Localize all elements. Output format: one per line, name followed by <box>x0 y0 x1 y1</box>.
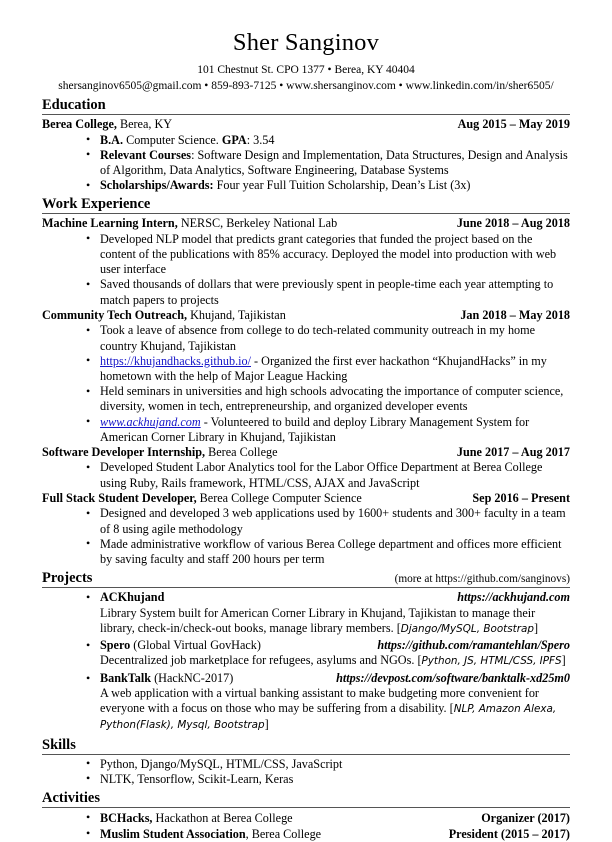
project-name-group <box>100 590 164 605</box>
job-date: Jan 2018 – May 2018 <box>460 307 570 322</box>
khujandhacks-link[interactable]: https://khujandhacks.github.io/ <box>100 353 251 368</box>
section-projects <box>42 570 570 733</box>
section-title: Skills <box>42 736 76 753</box>
section-work-experience <box>42 196 570 567</box>
bracket-open: [ <box>417 653 422 668</box>
project-subtitle: (Global Virtual GovHack) <box>130 637 261 652</box>
job-title: Software Developer Internship, <box>42 444 206 459</box>
job-header <box>42 445 570 461</box>
project-name: ACKhujand <box>100 590 165 605</box>
project-header <box>100 590 570 605</box>
activity-row <box>100 826 570 842</box>
awards-label: Scholarships/Awards: <box>100 178 214 193</box>
project-description-text: A web application with a virtual banking assistant to make budgeting more convenient for everyone with a focus on those who may be suffering from a disability. <box>100 686 539 716</box>
degree-text: Computer Science. <box>123 132 222 147</box>
activities-list <box>42 810 570 842</box>
project-header <box>100 638 570 653</box>
section-activities <box>42 790 570 842</box>
projects-note: (more at https://github.com/sanginovs) <box>394 573 570 586</box>
project-stack: Python, JS, HTML/CSS, IPFS <box>421 655 562 668</box>
job-title-group <box>42 308 286 324</box>
list-item <box>86 638 570 670</box>
job-title-group <box>42 216 337 232</box>
list-item: • Designed and developed 3 web applications used by 1600+ students and 300+ faculty in a team of 8 using agile methodology <box>86 506 570 536</box>
list-item <box>86 178 570 193</box>
candidate-name: Sher Sanginov <box>232 29 380 56</box>
degree-label: B.A. <box>100 132 124 147</box>
section-title: Work Experience <box>42 196 151 213</box>
job-employer: NERSC, Berkeley National Lab <box>177 216 338 231</box>
list-item <box>86 671 570 734</box>
list-item <box>86 590 570 637</box>
list-item: • Made administrative workflow of various Berea College department and offices more efficient by saving faculty and staff 200 hours per term <box>86 537 570 567</box>
list-item <box>86 133 570 148</box>
list-item: • Developed NLP model that predicts grant categories that funded the project based on the content of the publications with 85% accuracy. Deployed the model into production with web user interface <box>86 232 570 278</box>
section-education <box>42 97 570 193</box>
list-item: • Saved thousands of dollars that were previously spent in people-time each year attempting to match papers to projects <box>86 277 570 307</box>
project-stack: NLP, Amazon Alexa, Python(Flask), Mysql, Bootstrap <box>100 703 557 732</box>
job-header <box>42 491 570 507</box>
list-item <box>86 810 570 826</box>
project-url[interactable]: https://devpost.com/software/banktalk-xd25m0 <box>336 670 570 685</box>
job-employer: Berea College Computer Science <box>196 490 362 505</box>
gpa-label: GPA <box>221 132 247 147</box>
skills-list <box>42 757 570 787</box>
education-entry-name <box>42 117 172 133</box>
section-header-skills <box>42 737 570 755</box>
school-location: Berea, KY <box>116 117 173 131</box>
job-title-group <box>42 491 362 507</box>
project-name: Spero <box>100 637 131 652</box>
resume-header <box>42 28 570 94</box>
contact-line: shersanginov6505@gmail.com • 859-893-7125 • www.shersanginov.com • www.linkedin.com/in/sher6505/ <box>58 80 554 92</box>
job-bullets <box>42 232 570 308</box>
project-description <box>100 686 570 734</box>
section-header-education <box>42 97 570 115</box>
bracket-close: ] <box>264 717 269 732</box>
bracket-open: [ <box>396 620 401 635</box>
bracket-close: ] <box>533 620 539 635</box>
project-url[interactable]: https://github.com/ramantehlan/Spero <box>377 637 570 652</box>
courses-text: : Software Design and Implementation, Data Structures, Design and Analysis of Algorithm, Data Analytics, Software Engineering, Database Systems <box>100 147 568 177</box>
job-employer: Khujand, Tajikistan <box>187 307 286 322</box>
project-description <box>100 653 570 669</box>
job-bullets <box>42 460 570 490</box>
link-bullet-text: - Organized the first ever hackathon “KhujandHacks” in my hometown with the help of Major League Hacking <box>100 353 547 383</box>
list-item: • Python, Django/MySQL, HTML/CSS, JavaScript <box>86 757 570 772</box>
section-title: Projects <box>42 570 93 587</box>
job-bullets <box>42 506 570 567</box>
job-title: Full Stack Student Developer, <box>42 490 197 505</box>
project-header <box>100 671 570 686</box>
section-title: Education <box>42 97 106 113</box>
link-bullet-text: - Volunteered to build and deploy Library Management System for American Corner Library in Khujand, Tajikistan <box>100 414 530 444</box>
bracket-open: [ <box>449 701 454 716</box>
list-item <box>86 354 570 384</box>
project-description-text: Decentralized job marketplace for refugees, asylums and NGOs. <box>100 653 418 668</box>
job-bullets <box>42 323 570 445</box>
projects-list <box>42 590 570 733</box>
activity-name: BCHacks, <box>100 811 153 826</box>
project-stack: Django/MySQL, Bootstrap <box>400 622 534 635</box>
list-item <box>86 148 570 178</box>
job-title: Machine Learning Intern, <box>42 216 178 231</box>
project-description-text: Library System built for American Corner Library in Khujand, Tajikistan to manage their library, check-in/check-out books, manage library members. <box>100 605 536 635</box>
job-date: June 2017 – Aug 2017 <box>456 444 570 459</box>
activity-row <box>100 810 570 826</box>
activity-name-group <box>100 826 321 842</box>
section-header-projects <box>42 570 570 588</box>
school-name: Berea College, <box>42 117 117 131</box>
list-item: • NLTK, Tensorflow, Scikit-Learn, Keras <box>86 772 570 787</box>
job-title-group <box>42 445 277 461</box>
education-entry-header <box>42 117 570 133</box>
activity-name: Muslim Student Association <box>100 827 246 842</box>
job-employer: Berea College <box>205 444 278 459</box>
project-url[interactable]: https://ackhujand.com <box>457 590 570 605</box>
job-header <box>42 308 570 324</box>
project-name: BankTalk <box>100 670 152 685</box>
job-header <box>42 216 570 232</box>
project-subtitle: (HackNC-2017) <box>151 670 234 685</box>
activity-subtitle: , Berea College <box>245 827 322 842</box>
activity-name-group <box>100 810 293 826</box>
ackhujand-link[interactable]: www.ackhujand.com <box>100 414 201 429</box>
project-description <box>100 606 570 637</box>
courses-label: Relevant Courses <box>100 147 192 162</box>
education-date: Aug 2015 – May 2019 <box>457 117 570 131</box>
section-header-work <box>42 196 570 214</box>
list-item: • Took a leave of absence from college to do tech-related community outreach in my home country Khujand, Tajikistan <box>86 323 570 353</box>
list-item <box>86 826 570 842</box>
job-title: Community Tech Outreach, <box>42 307 188 322</box>
activity-subtitle: Hackathon at Berea College <box>152 811 293 826</box>
section-title: Activities <box>42 790 100 807</box>
list-item: • Held seminars in universities and high schools advocating the importance of computer science, diversity, women in tech, entrepreneurship, and organized developer events <box>86 384 570 414</box>
gpa-value: : 3.54 <box>246 132 275 147</box>
awards-text: Four year Full Tuition Scholarship, Dean’s List (3x) <box>213 178 471 193</box>
section-header-activities <box>42 790 570 808</box>
job-date: June 2018 – Aug 2018 <box>456 216 570 231</box>
bracket-close: ] <box>561 653 566 668</box>
list-item: • Developed Student Labor Analytics tool for the Labor Office Department at Berea College using Ruby, Rails framework, HTML/CSS, AJAX and JavaScript <box>86 460 570 490</box>
education-bullets <box>42 133 570 194</box>
activity-role: President (2015 – 2017) <box>448 827 570 842</box>
activity-role: Organizer (2017) <box>481 811 570 826</box>
section-skills <box>42 737 570 787</box>
project-name-group <box>100 671 233 686</box>
job-date: Sep 2016 – Present <box>472 490 570 505</box>
address-line: 101 Chestnut St. CPO 1377 • Berea, KY 40404 <box>197 64 415 76</box>
project-name-group <box>100 638 261 653</box>
list-item <box>86 415 570 445</box>
